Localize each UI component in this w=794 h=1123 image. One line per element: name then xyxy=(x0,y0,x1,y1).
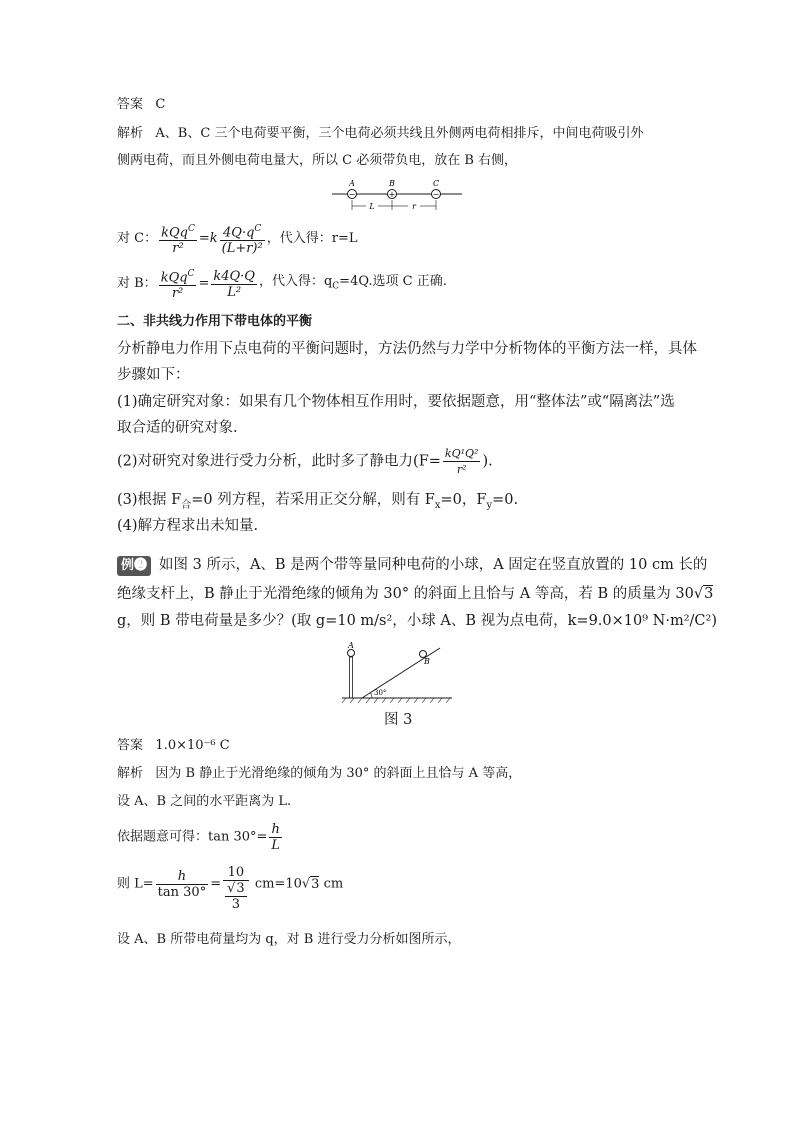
fig3-angle: 30° xyxy=(374,689,387,697)
step-2-num: kQ¹Q² xyxy=(444,447,479,460)
intro-text-1: 分析静电力作用下点电荷的平衡问题时，方法仍然与力学中分析物体的平衡方法一样，具体 xyxy=(117,341,697,357)
example-text-2b: 3 xyxy=(704,586,714,602)
analysis-text-1: A、B、C 三个电荷要平衡，三个电荷必须共线且外侧两电荷相排斥，中间电荷吸引外 xyxy=(155,126,644,141)
example-line-3 xyxy=(117,611,717,631)
figure-caption xyxy=(384,710,412,730)
step-3-text-d: =0. xyxy=(492,492,519,508)
analysis2-line-2 xyxy=(117,793,291,811)
step-2-text-b: ). xyxy=(482,453,493,470)
equation-b xyxy=(117,267,447,301)
step-3-text-a: (3)根据 F xyxy=(117,492,182,508)
step-3 xyxy=(117,490,518,516)
charges-diagram xyxy=(330,176,470,214)
answer2-value: 1.0×10⁻⁶ C xyxy=(155,738,230,753)
analysis2-frac-3-num: 10 xyxy=(223,865,249,881)
label-r: r xyxy=(412,202,416,211)
analysis2-frac-3-den-a: 3 xyxy=(236,881,245,896)
analysis2-line-4 xyxy=(117,865,343,912)
eq-b-eq: = xyxy=(198,276,210,292)
eq-c-rhs xyxy=(220,222,265,256)
sqrt-symbol-2: √ xyxy=(301,876,311,892)
eq-b-suffix: ，代入得：q xyxy=(258,273,333,289)
intro-line-1 xyxy=(117,339,697,359)
eq-c-suffix: ，代入得：r=L xyxy=(266,231,358,247)
example-sqrt-symbol: √ xyxy=(693,586,704,602)
figure-3 xyxy=(340,640,460,708)
analysis2-frac-1-num: h xyxy=(269,822,282,838)
analysis2-text-2: 设 A、B 之间的水平距离为 L. xyxy=(117,794,292,809)
eq-b-lhs-sup: C xyxy=(187,269,195,279)
eq-c-lhs-sup: C xyxy=(187,224,195,234)
analysis2-text-3: 依据题意可得：tan 30°= xyxy=(117,829,268,845)
analysis2-frac-1-den: L xyxy=(271,838,281,853)
analysis2-line-3 xyxy=(117,822,284,853)
analysis2-line-5 xyxy=(117,931,460,949)
eq-b-prefix: 对 B： xyxy=(117,276,157,292)
answer-line-2 xyxy=(117,737,230,755)
eq-b-rhs xyxy=(211,269,257,300)
fig3-angle-arc xyxy=(370,693,372,698)
eq-c-lhs-den: r² xyxy=(172,241,184,257)
eq-b-tail: =4Q.选项 C 正确. xyxy=(339,273,447,289)
eq-b-lhs-num: kQq xyxy=(160,270,188,286)
answer2-label: 答案 xyxy=(117,738,144,753)
analysis2-eq: = xyxy=(210,876,222,892)
analysis2-text-5: 设 A、B 所带电荷量均为 q，对 B 进行受力分析如图所示， xyxy=(117,932,461,947)
step-3-x: x xyxy=(434,499,441,511)
analysis2-frac-1 xyxy=(269,822,282,853)
eq-c-rhs-sup: C xyxy=(254,224,262,234)
analysis2-tail-3: cm xyxy=(323,876,344,892)
example-line-1 xyxy=(117,555,707,576)
section-title xyxy=(117,313,312,331)
eq-b-lhs-den: r² xyxy=(171,286,184,302)
answer-value: C xyxy=(155,97,166,112)
example-text-2a: 绝缘支杆上，B 静止于光滑绝缘的倾角为 30° 的斜面上且恰与 A 等高，若 B 的质量为 30 xyxy=(117,586,694,602)
step-1-line-1 xyxy=(117,392,675,412)
label-l: L xyxy=(369,202,375,211)
eq-b-lhs xyxy=(159,267,197,301)
step-1-text-b: 取合适的研究对象. xyxy=(117,420,238,436)
analysis2-frac-3-den-b: 3 xyxy=(231,897,241,912)
step-3-sub: 合 xyxy=(181,499,192,511)
label-c: C xyxy=(432,179,440,188)
eq-c-rhs-den: (L+r)² xyxy=(221,241,263,257)
example-line-2 xyxy=(117,584,713,604)
step-4-text: (4)解方程求出未知量. xyxy=(117,518,259,534)
answer-label: 答案 xyxy=(117,97,144,112)
analysis2-text-1: 因为 B 静止于光滑绝缘的倾角为 30° 的斜面上且恰与 A 等高， xyxy=(155,766,522,781)
sqrt-symbol-1: √ xyxy=(227,881,236,896)
section-title-text: 二、非共线力作用下带电体的平衡 xyxy=(117,314,313,329)
analysis2-frac-2-num: h xyxy=(156,869,209,885)
answer-line-1 xyxy=(117,96,165,114)
example-text-3: g，则 B 带电荷量是多少？(取 g=10 m/s²，小球 A、B 视为点电荷，k=9.0×10⁹ N·m²/C²) xyxy=(117,613,717,629)
intro-line-2 xyxy=(117,365,190,385)
eq-b-sub: C xyxy=(332,281,340,292)
label-a: A xyxy=(349,179,355,188)
charge-b-sign: + xyxy=(388,190,396,199)
step-1-text-a: (1)确定研究对象：如果有几个物体相互作用时，要依据题意，用“整体法”或“隔离法”选 xyxy=(117,394,675,410)
eq-c-lhs-num: kQq xyxy=(161,225,188,241)
analysis2-frac-3 xyxy=(223,865,249,912)
fig3-rod xyxy=(350,657,353,698)
analysis-text-2: 侧两电荷，而且外侧电荷电量大，所以 C 必须带负电，放在 B 右侧， xyxy=(117,153,518,168)
figure-caption-text: 图 3 xyxy=(384,712,413,728)
example-text-1: 如图 3 所示，A、B 是两个带等量同种电荷的小球，A 固定在竖直放置的 10 cm 长的 xyxy=(159,557,708,573)
eq-b-rhs-num: k4Q·Q xyxy=(213,268,255,284)
eq-c-prefix: 对 C： xyxy=(117,231,158,247)
intro-text-2: 步骤如下： xyxy=(117,367,190,383)
analysis2-label: 解析 xyxy=(117,766,144,781)
charge-a-sign: − xyxy=(348,190,356,199)
step-3-y: y xyxy=(486,499,493,511)
step-3-text-b: =0 列方程，若采用正交分解，则有 F xyxy=(191,492,435,508)
step-3-text-c: =0，F xyxy=(440,492,487,508)
step-2-fraction xyxy=(443,446,481,477)
analysis2-tail-2: 3 xyxy=(311,876,320,892)
analysis2-text-4a: 则 L= xyxy=(117,876,154,892)
fig3-label-a: A xyxy=(348,641,354,650)
eq-c-rhs-num: 4Q·q xyxy=(223,225,255,241)
analysis2-frac-2 xyxy=(156,869,209,900)
eq-b-rhs-den: L² xyxy=(227,284,242,300)
eq-c-lhs xyxy=(159,222,197,256)
label-b: B xyxy=(389,179,395,188)
analysis-line-2 xyxy=(117,152,517,170)
step-1-line-2 xyxy=(117,418,238,438)
step-2 xyxy=(117,446,493,477)
analysis-label: 解析 xyxy=(117,126,144,141)
charge-c-sign: − xyxy=(432,190,440,199)
example-badge: 例❷ xyxy=(117,556,151,576)
analysis2-line-1 xyxy=(117,765,521,783)
step-2-den: r² xyxy=(456,463,467,476)
fig3-ball-a xyxy=(348,650,355,657)
analysis2-frac-3-den xyxy=(223,881,249,912)
step-2-text-a: (2)对研究对象进行受力分析，此时多了静电力(F= xyxy=(117,453,441,470)
eq-c-eq: =k xyxy=(198,231,218,247)
analysis2-tail: cm=10 xyxy=(254,876,302,892)
analysis2-frac-2-den: tan 30° xyxy=(157,885,207,900)
step-4 xyxy=(117,516,258,536)
analysis-line-1 xyxy=(117,125,643,143)
equation-c xyxy=(117,222,357,256)
fig3-label-b: B xyxy=(424,657,430,666)
